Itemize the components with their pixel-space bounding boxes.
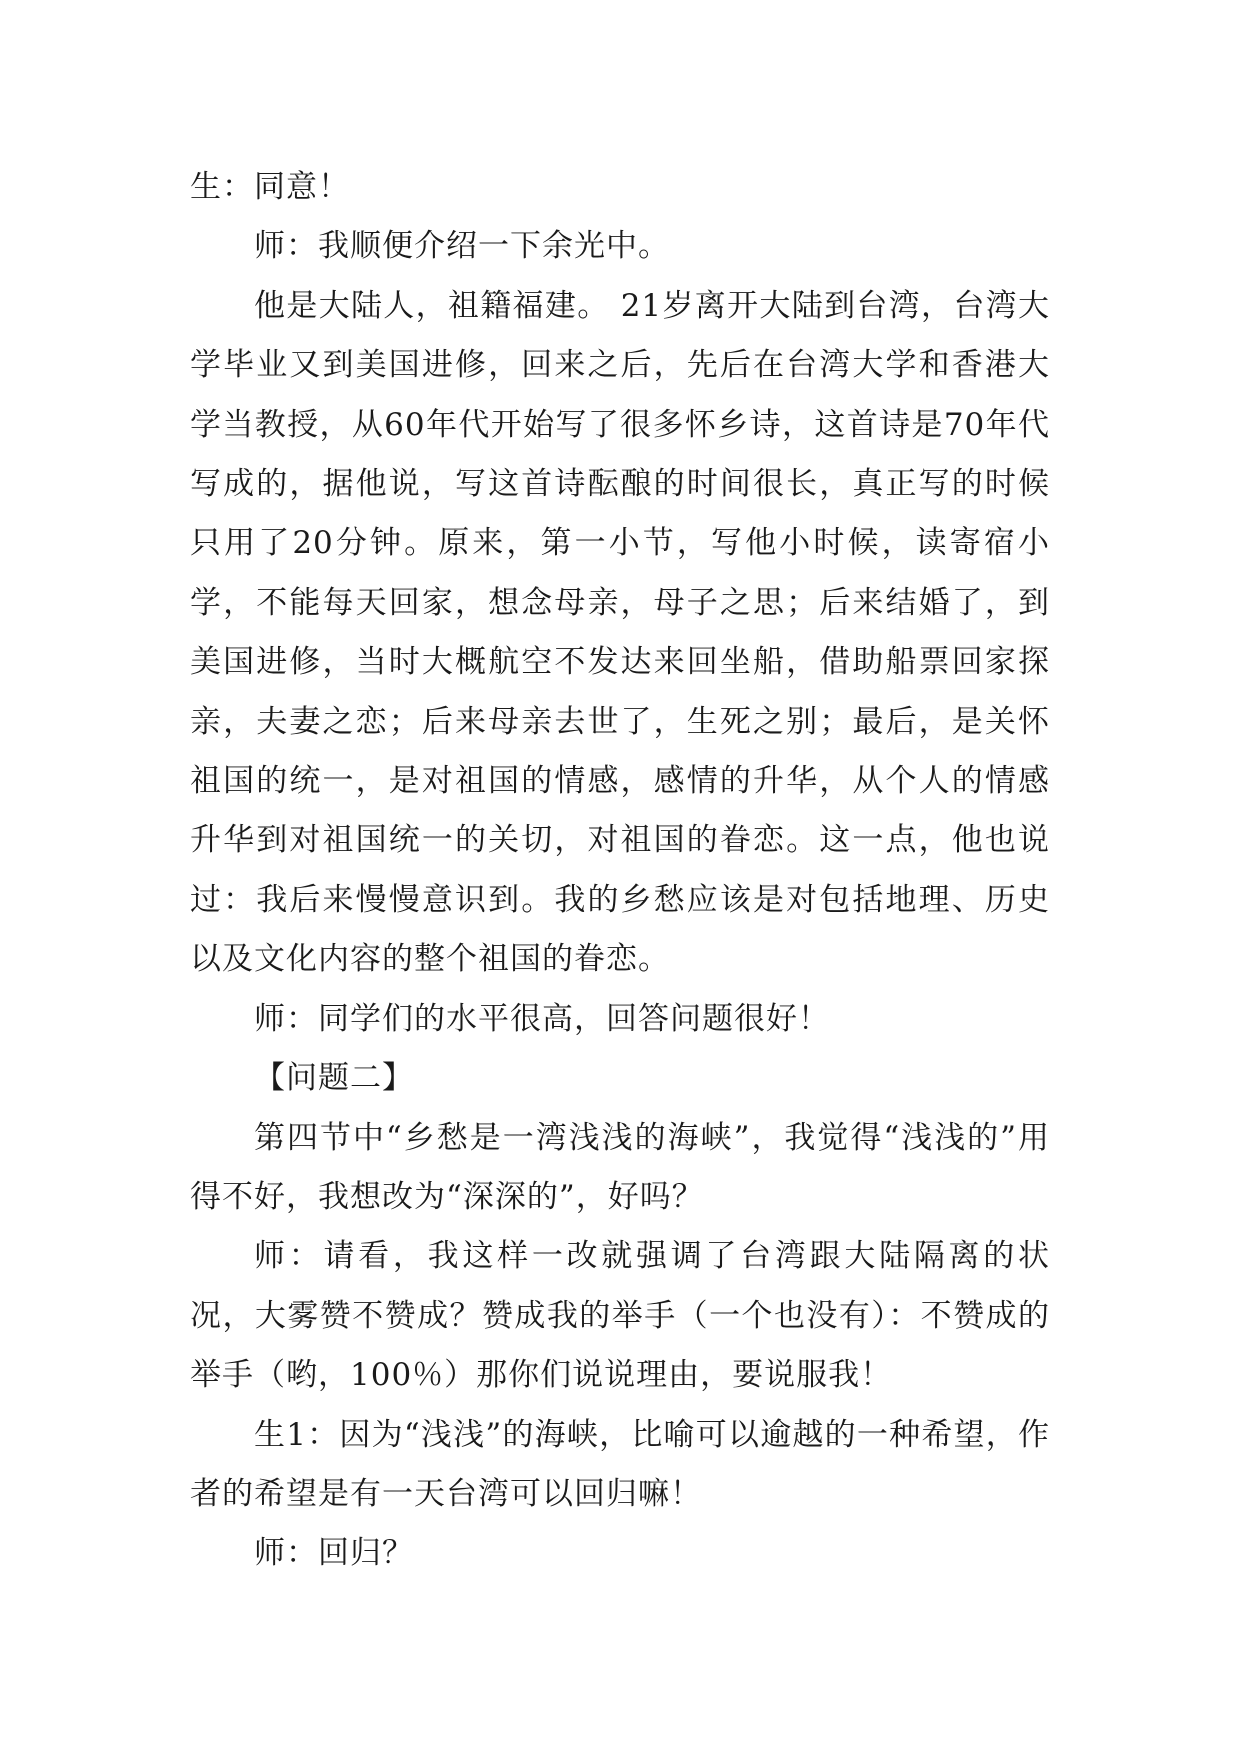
document-body — [190, 158, 1050, 1584]
section-heading: 【问题二】 — [254, 1060, 414, 1097]
paragraph: 生1：因为“浅浅”的海峡，比喻可以逾越的一种希望，作者的希望是有一天台湾可以回归嘛！ — [190, 1416, 1050, 1512]
paragraph: 生：同意！ — [190, 169, 350, 205]
paragraph: 师：同学们的水平很高，回答问题很好！ — [254, 1000, 830, 1037]
paragraph: 第四节中“乡愁是一湾浅浅的海峡”，我觉得“浅浅的”用得不好，我想改为“深深的”，好吗？ — [190, 1119, 1050, 1215]
paragraph: 师：请看，我这样一改就强调了台湾跟大陆隔离的状况，大雾赞不赞成？赞成我的举手（一个也没有）：不赞成的举手（哟，100％）那你们说说理由，要说服我！ — [190, 1238, 1050, 1394]
paragraph: 师：回归？ — [254, 1535, 414, 1572]
paragraph: 他是大陆人，祖籍福建。 21岁离开大陆到台湾，台湾大学毕业又到美国进修，回来之后，先后在台湾大学和香港大学当教授，从60年代开始写了很多怀乡诗，这首诗是70年代写成的，据他说，写这首诗酝酿的时间很长，真正写的时候只用了20分钟。原来，第一小节，写他小时候，读寄宿小学，不能每天回家，想念母亲，母子之思；后来结婚了，到美国进修，当时大概航空不发达来回坐船，借助船票回家探亲，夫妻之恋；后来母亲去世了，生死之别；最后，是关怀祖国的统一，是对祖国的情感，感情的升华，从个人的情感升华到对祖国统一的关切，对祖国的眷恋。这一点，他也说过：我后来慢慢意识到。我的乡愁应该是对包括地理、历史以及文化内容的整个祖国的眷恋。 — [190, 287, 1050, 978]
paragraph: 师：我顺便介绍一下余光中。 — [254, 228, 670, 265]
